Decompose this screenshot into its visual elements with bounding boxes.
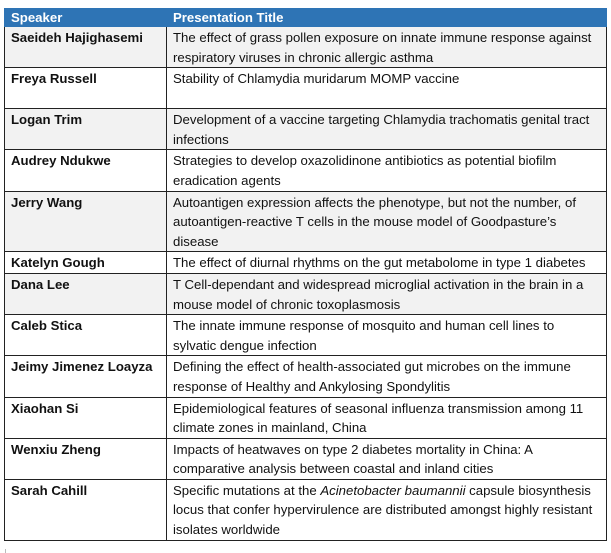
speaker-cell: Wenxiu Zheng bbox=[5, 438, 167, 479]
title-cell: Stability of Chlamydia muridarum MOMP vaccine bbox=[167, 68, 607, 109]
table-row bbox=[5, 273, 607, 314]
speakers-table bbox=[4, 8, 607, 541]
table-row bbox=[5, 315, 607, 356]
title-cell: The effect of diurnal rhythms on the gut metabolome in type 1 diabetes bbox=[167, 252, 607, 274]
speaker-cell: Jeimy Jimenez Loayza bbox=[5, 356, 167, 397]
speaker-cell: Katelyn Gough bbox=[5, 252, 167, 274]
speaker-cell: Jerry Wang bbox=[5, 191, 167, 252]
table-row bbox=[5, 150, 607, 191]
speaker-cell: Audrey Ndukwe bbox=[5, 150, 167, 191]
text-cursor bbox=[5, 549, 6, 553]
title-cell: Strategies to develop oxazolidinone antibiotics as potential biofilm eradication agents bbox=[167, 150, 607, 191]
table-row bbox=[5, 397, 607, 438]
title-text: capsule biosynthesis locus that confer hypervirulence are distributed amongst highly resistant isolates worldwide bbox=[173, 482, 593, 538]
table-row bbox=[5, 252, 607, 274]
title-cell: The innate immune response of mosquito and human cell lines to sylvatic dengue infection bbox=[167, 315, 607, 356]
speaker-cell: Dana Lee bbox=[5, 273, 167, 314]
table-row bbox=[5, 479, 607, 540]
title-cell: Autoantigen expression affects the phenotype, but not the number, of autoantigen-reactive T cells in the mouse model of Goodpasture’s disease bbox=[167, 191, 607, 252]
header-speaker: Speaker bbox=[5, 9, 167, 27]
table-row bbox=[5, 356, 607, 397]
table-row bbox=[5, 191, 607, 252]
title-cell: Impacts of heatwaves on type 2 diabetes mortality in China: A comparative analysis between coastal and inland cities bbox=[167, 438, 607, 479]
speaker-cell: Logan Trim bbox=[5, 109, 167, 150]
title-cell: The effect of grass pollen exposure on innate immune response against respiratory viruses in chronic allergic asthma bbox=[167, 27, 607, 68]
title-text: Specific mutations at the bbox=[173, 482, 321, 498]
speaker-cell: Saeideh Hajighasemi bbox=[5, 27, 167, 68]
table-row bbox=[5, 27, 607, 68]
table-row bbox=[5, 109, 607, 150]
title-cell bbox=[167, 479, 607, 540]
species-name: Acinetobacter baumannii bbox=[320, 482, 466, 498]
table-row bbox=[5, 438, 607, 479]
title-cell: Defining the effect of health-associated gut microbes on the immune response of Healthy and Ankylosing Spondylitis bbox=[167, 356, 607, 397]
header-presentation-title: Presentation Title bbox=[167, 9, 607, 27]
speaker-cell: Xiaohan Si bbox=[5, 397, 167, 438]
speaker-cell: Sarah Cahill bbox=[5, 479, 167, 540]
title-cell: T Cell-dependant and widespread microglial activation in the brain in a mouse model of chronic toxoplasmosis bbox=[167, 273, 607, 314]
table-header-row bbox=[5, 9, 607, 27]
speaker-cell: Freya Russell bbox=[5, 68, 167, 109]
speaker-cell: Caleb Stica bbox=[5, 315, 167, 356]
table-row bbox=[5, 68, 607, 109]
title-cell: Development of a vaccine targeting Chlamydia trachomatis genital tract infections bbox=[167, 109, 607, 150]
title-cell: Epidemiological features of seasonal influenza transmission among 11 climate zones in mainland, China bbox=[167, 397, 607, 438]
